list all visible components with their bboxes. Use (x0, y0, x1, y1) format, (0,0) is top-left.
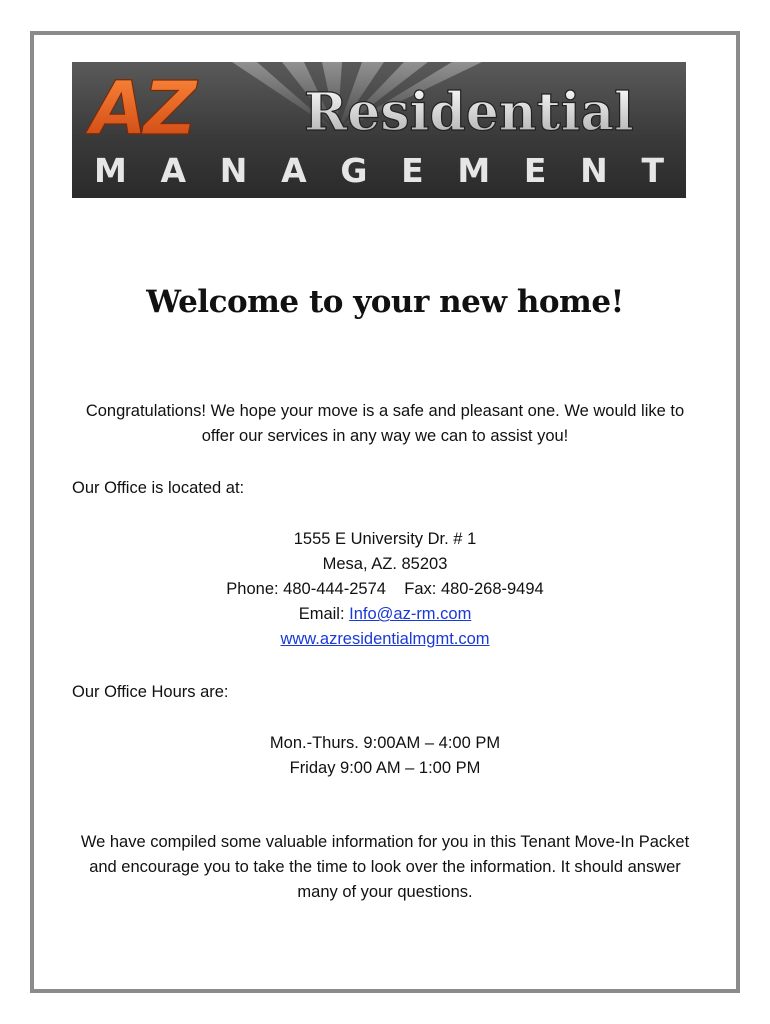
email-label: Email: (298, 605, 350, 623)
office-hours-block (0, 731, 770, 781)
intro-paragraph: Congratulations! We hope your move is a safe and pleasant one. We would like to offer our services in any way we can to assist you! (85, 402, 685, 445)
address-line-1: 1555 E University Dr. # 1 (293, 530, 477, 548)
page-title: Welcome to your new home! (146, 284, 624, 320)
logo-brand-mark: AZ (90, 66, 193, 152)
phone-fax-line: Phone: 480-444-2574 Fax: 480-268-9494 (226, 580, 544, 598)
office-location-label: Our Office is located at: (72, 479, 245, 497)
hours-line-2: Friday 9:00 AM – 1:00 PM (289, 759, 481, 777)
website-link[interactable]: www.azresidentialmgmt.com (280, 630, 490, 648)
address-block (0, 527, 770, 652)
hours-line-1: Mon.-Thurs. 9:00AM – 4:00 PM (269, 734, 501, 752)
company-logo (72, 62, 686, 198)
closing-paragraph: We have compiled some valuable information for you in this Tenant Move-In Packet and encourage you to take the time to look over the information. It should answer many of your questions. (80, 833, 690, 901)
email-line (0, 602, 770, 627)
logo-word-top: Residential (304, 82, 634, 143)
office-hours-label: Our Office Hours are: (72, 683, 229, 701)
address-line-2: Mesa, AZ. 85203 (322, 555, 448, 573)
email-link[interactable]: Info@az-rm.com (349, 605, 472, 623)
logo-word-bottom: MANAGEMENT (94, 151, 664, 190)
